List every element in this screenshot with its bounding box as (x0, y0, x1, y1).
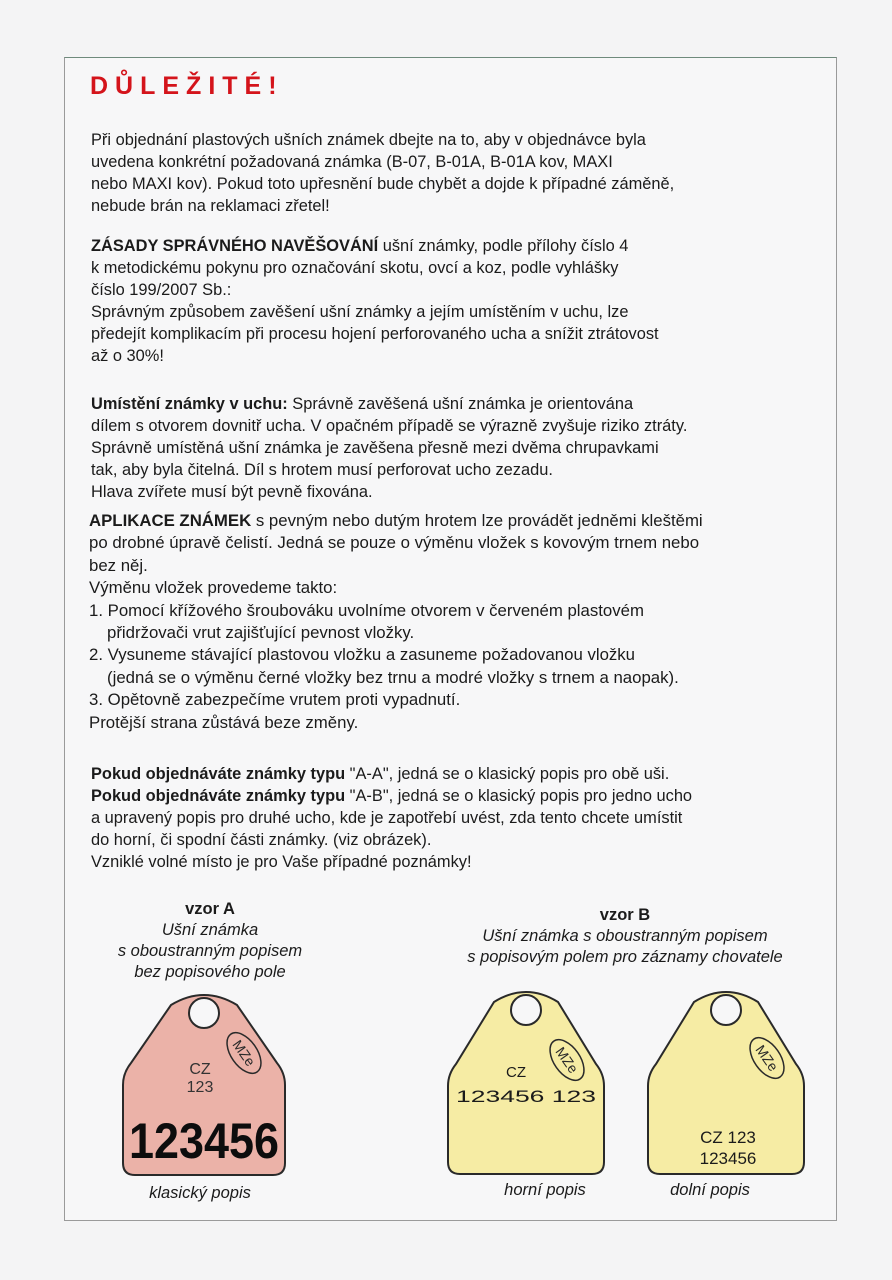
text-span: "A-B", jedná se o klasický popis pro jedno ucho (345, 787, 693, 805)
text-line: dílem s otvorem dovnitř ucha. V opačném případě se výrazně zvyšuje riziko ztráty. (91, 417, 688, 435)
text-line: k metodickému pokynu pro označování skotu, ovcí a koz, podle vyhlášky (91, 259, 619, 277)
text-line: číslo 199/2007 Sb.: (91, 281, 232, 299)
tag-country: CZ (506, 1064, 526, 1081)
tag-line-2: 123456 (699, 1149, 757, 1168)
sample-b-title: vzor B (599, 906, 651, 924)
step-item-continued: (jedná se o výměnu černé vložky bez trnu a modré vložky s trnem a naopak). (107, 667, 679, 687)
bold-lead: APLIKACE ZNÁMEK (89, 511, 252, 530)
bold-lead: Pokud objednáváte známky typu (91, 787, 346, 805)
sample-a-subcaption: klasický popis (149, 1184, 251, 1202)
step-item-continued: přidržovači vrut zajišťující pevnost vložky. (107, 622, 415, 642)
sample-a-title: vzor A (185, 900, 235, 918)
tag-number-line: 123456 123 (456, 1087, 596, 1106)
sample-a-desc-line: Ušní známka (161, 921, 259, 939)
text-line: Hlava zvířete musí být pevně fixována. (91, 483, 373, 501)
paragraph-order-note (91, 129, 674, 217)
text-line: Vzniklé volné místo je pro Vaše případné poznámky! (91, 853, 472, 871)
text-line: a upravený popis pro druhé ucho, kde je zapotřebí uvést, zda tento chcete umístit (91, 809, 683, 827)
tag-line-1: CZ 123 (700, 1128, 756, 1147)
mze-logo-text: MZe (229, 1036, 259, 1070)
text-line-lead (91, 785, 692, 807)
paragraph-attachment-rules (91, 235, 659, 367)
text-line: do horní, či spodní části známky. (viz obrázek). (91, 831, 432, 849)
text-line-lead (91, 235, 659, 257)
paragraph-placement (91, 393, 687, 503)
ear-tag-illustration-bottom (646, 988, 806, 1176)
ear-tag-illustration-top (446, 988, 606, 1176)
bold-lead: Umístění známky v uchu: (91, 395, 288, 413)
text-line: bez něj. (89, 555, 148, 575)
step-item: 3. Opětovně zabezpečíme vrutem proti vypadnutí. (89, 690, 461, 710)
tag-hole-icon (511, 995, 541, 1025)
text-span: Správně zavěšená ušní známka je orientována (287, 395, 634, 413)
paragraph-tag-types (91, 763, 692, 873)
text-line: Výměnu vložek provedeme takto: (89, 578, 338, 598)
text-line-lead (89, 510, 703, 532)
text-span: ušní známky, podle přílohy číslo 4 (378, 237, 629, 255)
text-line: tak, aby byla čitelná. Díl s hrotem musí perforovat ucho zezadu. (91, 461, 553, 479)
sample-b-bottom-subcaption: dolní popis (670, 1181, 750, 1199)
text-line: až o 30%! (91, 347, 164, 365)
bold-lead: ZÁSADY SPRÁVNÉHO NAVĚŠOVÁNÍ (91, 237, 379, 255)
mze-logo-text: MZe (552, 1043, 582, 1077)
mze-logo-text: MZe (752, 1041, 782, 1075)
bold-lead: Pokud objednáváte známky typu (91, 765, 346, 783)
sample-a-desc-line: bez popisového pole (134, 963, 286, 981)
text-line: Správným způsobem zavěšení ušní známky a jejím umístěním v uchu, lze (91, 303, 629, 321)
text-line-lead (91, 763, 692, 785)
tag-code: 123 (186, 1079, 214, 1096)
text-line: nebude brán na reklamaci zřetel! (91, 197, 330, 215)
text-line: Při objednání plastových ušních známek dbejte na to, aby v objednávce byla (91, 131, 646, 149)
step-item: 2. Vysuneme stávající plastovou vložku a zasuneme požadovanou vložku (89, 645, 636, 665)
sample-b-caption (420, 905, 830, 968)
tag-hole-icon (189, 998, 219, 1028)
tag-number: 123456 (129, 1113, 279, 1169)
text-span: s pevným nebo dutým hrotem lze provádět jedněmi kleštěmi (251, 511, 703, 530)
step-item: 1. Pomocí křížového šroubováku uvolníme otvorem v červeném plastovém (89, 600, 644, 620)
ear-tag-illustration-classic (121, 991, 287, 1177)
text-line: Správně umístěná ušní známka je zavěšena přesně mezi dvěma chrupavkami (91, 439, 659, 457)
sample-b-desc-line: Ušní známka s oboustranným popisem (482, 927, 768, 945)
tag-hole-icon (711, 995, 741, 1025)
sample-b-desc-line: s popisovým polem pro záznamy chovatele (467, 948, 783, 966)
text-line: po drobné úpravě čelistí. Jedná se pouze o výměnu vložek s kovovým trnem nebo (89, 533, 700, 553)
sample-b-top-subcaption: horní popis (504, 1181, 586, 1199)
text-line: nebo MAXI kov). Pokud toto upřesnění bude chybět a dojde k případné záměně, (91, 175, 675, 193)
sample-a-desc-line: s oboustranným popisem (117, 942, 303, 960)
sample-a-caption (90, 899, 330, 983)
tag-country: CZ (189, 1061, 211, 1078)
text-span: "A-A", jedná se o klasický popis pro obě uši. (345, 765, 670, 783)
text-line: Protější strana zůstává beze změny. (89, 712, 359, 732)
text-line: uvedena konkrétní požadovaná známka (B-07, B-01A, B-01A kov, MAXI (91, 153, 613, 171)
page-title: DŮLEŽITÉ! (90, 72, 284, 100)
text-line: předejít komplikacím při procesu hojení perforovaného ucha a snížit ztrátovost (91, 325, 659, 343)
paragraph-application (89, 510, 703, 734)
text-line-lead (91, 393, 687, 415)
